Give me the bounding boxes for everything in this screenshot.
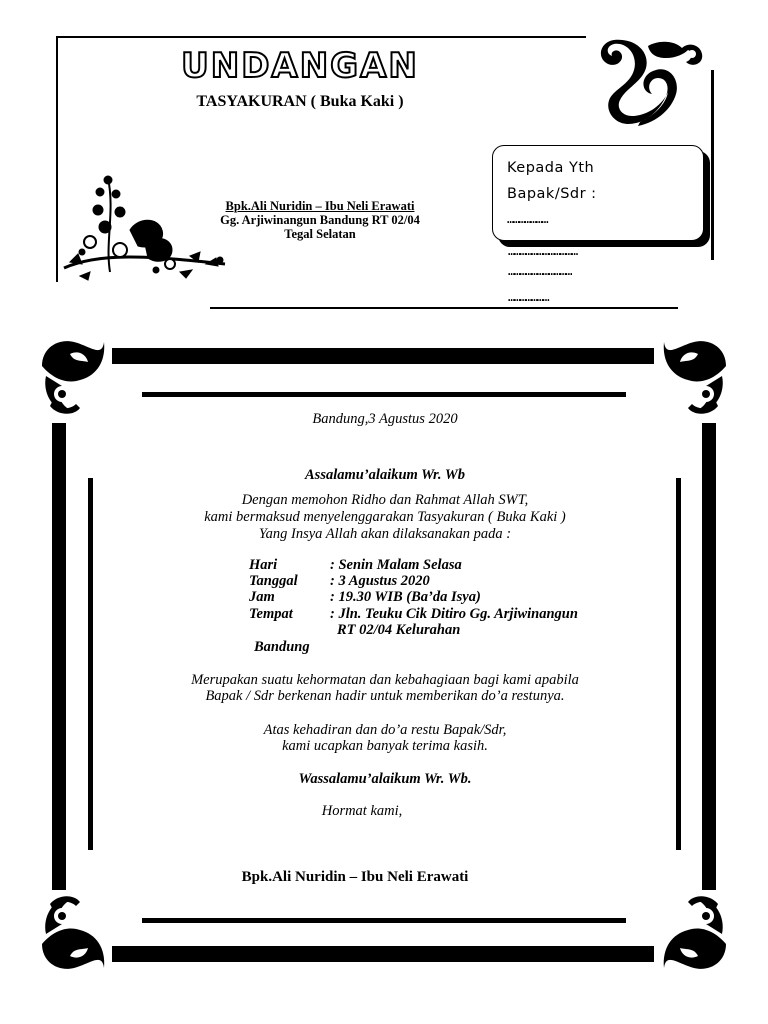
recipient-name-dots: ………………… [507, 212, 548, 226]
intro-line-3: Yang Insya Allah akan dilaksanakan pada : [258, 526, 512, 542]
recipient-address-dots-1: ……………………………… [508, 244, 577, 258]
intro-line-1: Dengan memohon Ridho dan Rahmat Allah SWT, [241, 492, 529, 508]
envelope-border-right [711, 70, 714, 260]
closing-salutation: Wassalamu’alaikum Wr. Wb. [298, 771, 472, 787]
frame-top-thin-bar [142, 392, 626, 397]
frame-top-thick-bar [112, 348, 654, 364]
body-line-2: Bapak / Sdr berkenan hadir untuk memberikan do’a restunya. [205, 688, 565, 704]
detail-tanggal-label: Tanggal [249, 573, 298, 589]
intro-line-2: kami bermaksud menyelenggarakan Tasyakuran ( Buka Kaki ) [204, 509, 566, 525]
ornament-icon [40, 894, 106, 974]
recipient-address-dots-3: ………………… [508, 290, 549, 304]
thanks-line-2: kami ucapkan banyak terima kasih. [282, 738, 488, 754]
detail-tanggal-value: : 3 Agustus 2020 [330, 573, 430, 589]
page-title: UNDANGAN [181, 46, 419, 86]
envelope-border-top [56, 36, 586, 38]
detail-tempat-value-2: RT 02/04 Kelurahan [337, 622, 461, 638]
thanks-line-1: Atas kehadiran dan do’a restu Bapak/Sdr, [263, 722, 507, 738]
swirl-ornament-icon [596, 36, 708, 128]
body-line-1: Merupakan suatu kehormatan dan kebahagiaan bagi kami apabila [191, 672, 579, 688]
signature: Bpk.Ali Nuridin – Ibu Neli Erawati [241, 869, 469, 885]
ornament-icon [662, 336, 728, 416]
ornament-icon [662, 894, 728, 974]
recipient-greeting: Kepada Yth [507, 160, 595, 176]
frame-left-thick-bar [52, 423, 66, 890]
detail-tempat-label: Tempat [249, 606, 293, 622]
recipient-box [492, 145, 704, 241]
frame-right-thick-bar [702, 423, 716, 890]
host-address-line-1: Gg. Arjiwinangun Bandung RT 02/04 [220, 213, 420, 227]
frame-bottom-thin-bar [142, 918, 626, 923]
detail-jam-label: Jam [249, 589, 275, 605]
detail-hari-label: Hari [249, 557, 278, 573]
frame-right-thin-bar [676, 478, 681, 850]
frame-bottom-thick-bar [112, 946, 654, 962]
recipient-address-dots-2: …………………………… [508, 264, 571, 278]
detail-tempat-value: : Jln. Teuku Cik Ditiro Gg. Arjiwinangun [330, 606, 578, 622]
envelope-border-bottom [210, 307, 678, 309]
greeting: Assalamu’alaikum Wr. Wb [305, 467, 465, 483]
event-subtitle: TASYAKURAN ( Buka Kaki ) [196, 93, 404, 110]
envelope-border-left [56, 36, 58, 282]
place-date: Bandung,3 Agustus 2020 [312, 411, 458, 427]
regards: Hormat kami, [321, 803, 403, 819]
host-address-line-2: Tegal Selatan [284, 227, 356, 241]
ornament-icon [40, 336, 106, 416]
detail-hari-value: : Senin Malam Selasa [330, 557, 462, 573]
recipient-label: Bapak/Sdr : [507, 186, 597, 202]
host-name: Bpk.Ali Nuridin – Ibu Neli Erawati [225, 199, 415, 213]
detail-tempat-value-3: Bandung [254, 639, 310, 655]
frame-left-thin-bar [88, 478, 93, 850]
detail-jam-value: : 19.30 WIB (Ba’da Isya) [330, 589, 481, 605]
